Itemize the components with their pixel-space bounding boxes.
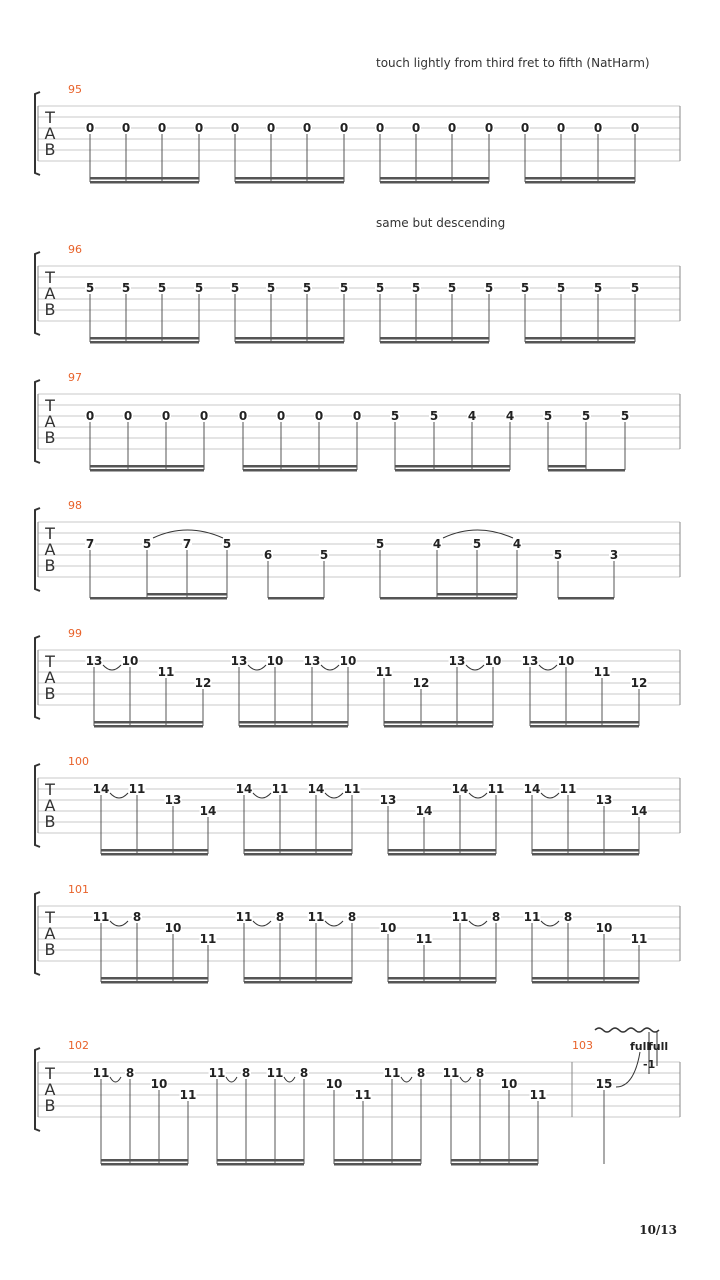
- fret-number[interactable]: 8: [491, 910, 501, 924]
- fret-number[interactable]: 10: [121, 654, 139, 668]
- beam-primary: [243, 469, 357, 472]
- fret-number[interactable]: 13: [521, 654, 539, 668]
- slur-arc: [469, 793, 487, 798]
- beam-primary: [395, 469, 510, 472]
- fret-number[interactable]: 5: [447, 281, 457, 295]
- tab-clef-letter: A: [44, 124, 56, 143]
- fret-number[interactable]: 4: [505, 409, 515, 423]
- fret-number[interactable]: 0: [556, 121, 566, 135]
- fret-number[interactable]: 11: [354, 1088, 372, 1102]
- slur-arc: [469, 921, 487, 926]
- tab-clef-letter: A: [44, 1080, 56, 1099]
- bend-curve: [616, 1052, 640, 1087]
- beam-primary: [334, 1163, 421, 1166]
- fret-number[interactable]: 12: [194, 676, 212, 690]
- tab-clef-letter: T: [45, 1064, 55, 1083]
- measure-number: 99: [68, 627, 82, 640]
- fret-number[interactable]: 11: [383, 1066, 401, 1080]
- slur-arc: [226, 1077, 237, 1082]
- tab-clef-letter: B: [44, 684, 56, 703]
- fret-number[interactable]: 5: [157, 281, 167, 295]
- tab-clef-letter: T: [45, 652, 55, 671]
- tab-system: [35, 499, 680, 600]
- beam-secondary: [525, 177, 635, 180]
- beam-group: [390, 409, 515, 472]
- fret-number[interactable]: 11: [375, 665, 393, 679]
- fret-number[interactable]: 0: [266, 121, 276, 135]
- tab-system: [35, 1028, 680, 1166]
- tab-clef-letter: B: [44, 812, 56, 831]
- beam-secondary: [90, 465, 204, 468]
- text-annotation: touch lightly from third fret to fifth (NatHarm): [376, 56, 650, 70]
- beam-primary: [217, 1163, 304, 1166]
- fret-number[interactable]: 5: [520, 281, 530, 295]
- beam-group: [326, 1066, 427, 1166]
- fret-number[interactable]: 5: [620, 409, 630, 423]
- beam-group: [236, 910, 358, 984]
- slur-arc: [253, 921, 271, 926]
- beam-group: [93, 1066, 197, 1166]
- fret-number[interactable]: 0: [194, 121, 204, 135]
- beam-group: [85, 121, 204, 184]
- beam-group: [85, 409, 209, 472]
- fret-number[interactable]: 5: [581, 409, 591, 423]
- beam-secondary: [532, 849, 639, 852]
- beam-primary: [90, 181, 199, 184]
- fret-number[interactable]: 8: [125, 1066, 135, 1080]
- beam-primary: [548, 469, 625, 472]
- tab-clef-letter: T: [45, 524, 55, 543]
- fret-number[interactable]: 8: [563, 910, 573, 924]
- beam-primary: [380, 181, 489, 184]
- fret-number[interactable]: 0: [630, 121, 640, 135]
- tab-clef-letter: T: [45, 396, 55, 415]
- beam-group: [93, 782, 217, 856]
- fret-number[interactable]: 14: [630, 804, 648, 818]
- fret-number[interactable]: 5: [553, 548, 563, 562]
- beam-group: [376, 654, 502, 728]
- fret-number[interactable]: 8: [299, 1066, 309, 1080]
- fret-number[interactable]: 14: [307, 782, 325, 796]
- tab-clef-letter: T: [45, 780, 55, 799]
- text-annotation: same but descending: [376, 216, 506, 230]
- fret-number[interactable]: 11: [307, 910, 325, 924]
- fret-number[interactable]: 14: [415, 804, 433, 818]
- beam-secondary: [90, 337, 199, 340]
- fret-number[interactable]: 10: [325, 1077, 343, 1091]
- beam-primary: [532, 853, 639, 856]
- beam-secondary: [94, 721, 203, 724]
- tab-clef-letter: B: [44, 300, 56, 319]
- systems-layer: [35, 56, 680, 1166]
- beam-secondary: [548, 465, 586, 468]
- fret-number[interactable]: 5: [593, 281, 603, 295]
- fret-number[interactable]: 5: [484, 281, 494, 295]
- fret-number[interactable]: 11: [630, 932, 648, 946]
- beam-primary: [101, 981, 208, 984]
- vibrato-squiggle: [595, 1028, 659, 1032]
- slur-arc: [539, 665, 557, 670]
- beam-primary: [558, 597, 614, 600]
- fret-number[interactable]: 11: [529, 1088, 547, 1102]
- fret-number[interactable]: 11: [235, 910, 253, 924]
- tab-system: [35, 883, 680, 984]
- fret-number[interactable]: 12: [630, 676, 648, 690]
- beam-group: [520, 121, 640, 184]
- fret-number[interactable]: 11: [271, 782, 289, 796]
- measure-number: 95: [68, 83, 82, 96]
- beam-secondary: [380, 177, 489, 180]
- beam-primary: [525, 181, 635, 184]
- slur-arc: [103, 665, 121, 670]
- page-number: 10/13: [639, 1223, 677, 1237]
- fret-number[interactable]: 8: [132, 910, 142, 924]
- beam-group: [85, 530, 232, 600]
- slur-arc: [110, 921, 128, 926]
- beam-primary: [101, 853, 208, 856]
- fret-number[interactable]: 11: [559, 782, 577, 796]
- fret-number[interactable]: 5: [339, 281, 349, 295]
- fret-number[interactable]: 5: [222, 537, 232, 551]
- beam-secondary: [235, 177, 344, 180]
- beam-secondary: [101, 849, 208, 852]
- fret-number[interactable]: 5: [121, 281, 131, 295]
- fret-number[interactable]: 0: [302, 121, 312, 135]
- fret-number[interactable]: 14: [92, 782, 110, 796]
- beam-primary: [268, 597, 324, 600]
- fret-number[interactable]: 5: [375, 537, 385, 551]
- bend-amount: full: [648, 1040, 669, 1053]
- beam-secondary: [90, 177, 199, 180]
- fret-number[interactable]: 10: [500, 1077, 518, 1091]
- beam-primary: [384, 725, 493, 728]
- fret-number[interactable]: 10: [150, 1077, 168, 1091]
- fret-number[interactable]: 0: [314, 409, 324, 423]
- beam-primary: [90, 341, 199, 344]
- fret-number[interactable]: 10: [379, 921, 397, 935]
- fret-number[interactable]: 14: [451, 782, 469, 796]
- fret-number[interactable]: 11: [451, 910, 469, 924]
- beam-primary: [90, 469, 204, 472]
- fret-number[interactable]: 11: [487, 782, 505, 796]
- beam-secondary: [147, 593, 227, 596]
- slur-arc: [541, 921, 559, 926]
- fret-number[interactable]: 5: [194, 281, 204, 295]
- tab-clef-letter: A: [44, 284, 56, 303]
- beam-primary: [94, 725, 203, 728]
- slur-arc: [460, 1077, 471, 1082]
- fret-number[interactable]: 0: [375, 121, 385, 135]
- beam-secondary: [101, 977, 208, 980]
- bend-amount: full: [630, 1040, 651, 1053]
- tab-clef-letter: T: [45, 108, 55, 127]
- tab-clef-letter: A: [44, 668, 56, 687]
- fret-number[interactable]: 11: [415, 932, 433, 946]
- fret-number[interactable]: 10: [339, 654, 357, 668]
- beam-group: [543, 409, 630, 472]
- beam-group: [231, 654, 357, 728]
- fret-number[interactable]: 13: [379, 793, 397, 807]
- fret-number[interactable]: 5: [230, 281, 240, 295]
- beam-group: [263, 548, 329, 600]
- beam-primary: [380, 597, 517, 600]
- fret-number[interactable]: 5: [85, 281, 95, 295]
- fret-number[interactable]: 12: [412, 676, 430, 690]
- fret-number[interactable]: 0: [123, 409, 133, 423]
- beam-secondary: [388, 849, 496, 852]
- fret-number[interactable]: 11: [199, 932, 217, 946]
- fret-number[interactable]: 0: [339, 121, 349, 135]
- fret-number[interactable]: 5: [266, 281, 276, 295]
- beam-primary: [90, 597, 227, 600]
- fret-number[interactable]: 5: [556, 281, 566, 295]
- tab-clef-letter: A: [44, 924, 56, 943]
- bend-amount: -1: [643, 1058, 656, 1071]
- beam-secondary: [380, 337, 489, 340]
- tab-system: [35, 56, 680, 184]
- measure-number: 100: [68, 755, 89, 768]
- fret-number[interactable]: 13: [303, 654, 321, 668]
- tab-clef-letter: T: [45, 268, 55, 287]
- slur-arc: [541, 793, 559, 798]
- fret-number[interactable]: 10: [557, 654, 575, 668]
- fret-number[interactable]: 8: [275, 910, 285, 924]
- beam-secondary: [395, 465, 510, 468]
- fret-number[interactable]: 5: [411, 281, 421, 295]
- fret-number[interactable]: 7: [85, 537, 95, 551]
- beam-secondary: [525, 337, 635, 340]
- beam-secondary: [384, 721, 493, 724]
- fret-number[interactable]: 13: [230, 654, 248, 668]
- fret-number[interactable]: 0: [85, 409, 95, 423]
- tab-system: [35, 371, 680, 472]
- beam-group: [520, 281, 640, 344]
- beam-secondary: [101, 1159, 188, 1162]
- fret-number[interactable]: 4: [432, 537, 442, 551]
- beam-primary: [388, 981, 496, 984]
- measure-number: 98: [68, 499, 82, 512]
- slur-arc: [466, 665, 484, 670]
- beam-secondary: [243, 465, 357, 468]
- measure-number: 97: [68, 371, 82, 384]
- fret-number[interactable]: 7: [182, 537, 192, 551]
- fret-number[interactable]: 5: [429, 409, 439, 423]
- fret-number[interactable]: 11: [266, 1066, 284, 1080]
- tab-clef-letter: B: [44, 940, 56, 959]
- fret-number[interactable]: 13: [595, 793, 613, 807]
- fret-number[interactable]: 10: [595, 921, 613, 935]
- beam-group: [230, 121, 349, 184]
- beam-group: [230, 281, 349, 344]
- beam-primary: [451, 1163, 538, 1166]
- tab-clef-letter: B: [44, 140, 56, 159]
- beam-secondary: [388, 977, 496, 980]
- beam-group: [375, 530, 522, 600]
- beam-group: [595, 1028, 668, 1164]
- fret-number[interactable]: 0: [85, 121, 95, 135]
- beam-secondary: [244, 977, 352, 980]
- beam-primary: [388, 853, 496, 856]
- fret-number[interactable]: 5: [630, 281, 640, 295]
- fret-number[interactable]: 0: [447, 121, 457, 135]
- beam-primary: [244, 981, 352, 984]
- beam-group: [522, 654, 648, 728]
- fret-number[interactable]: 5: [302, 281, 312, 295]
- tab-clef-letter: B: [44, 1096, 56, 1115]
- tab-system: [35, 216, 680, 344]
- fret-number[interactable]: 8: [241, 1066, 251, 1080]
- beam-group: [375, 121, 494, 184]
- measure-number: 96: [68, 243, 82, 256]
- beam-group: [553, 548, 619, 600]
- slur-arc: [321, 665, 339, 670]
- fret-number[interactable]: 5: [390, 409, 400, 423]
- tab-system: [35, 627, 680, 728]
- beam-group: [85, 281, 204, 344]
- beam-secondary: [530, 721, 639, 724]
- beam-primary: [239, 725, 348, 728]
- fret-number[interactable]: 11: [92, 910, 110, 924]
- fret-number[interactable]: 0: [121, 121, 131, 135]
- beam-secondary: [244, 849, 352, 852]
- beam-primary: [235, 341, 344, 344]
- slur-arc: [110, 793, 128, 798]
- beam-primary: [530, 725, 639, 728]
- fret-number[interactable]: 5: [375, 281, 385, 295]
- fret-number[interactable]: 13: [85, 654, 103, 668]
- fret-number[interactable]: 0: [238, 409, 248, 423]
- beam-group: [93, 910, 217, 984]
- fret-number[interactable]: 0: [230, 121, 240, 135]
- tab-clef-letter: B: [44, 556, 56, 575]
- slur-arc: [325, 921, 343, 926]
- fret-number[interactable]: 0: [593, 121, 603, 135]
- fret-number[interactable]: 8: [347, 910, 357, 924]
- tab-clef-letter: T: [45, 908, 55, 927]
- tab-clef-letter: B: [44, 428, 56, 447]
- beam-secondary: [532, 977, 639, 980]
- fret-number[interactable]: 14: [523, 782, 541, 796]
- fret-number[interactable]: 8: [475, 1066, 485, 1080]
- fret-number[interactable]: 0: [411, 121, 421, 135]
- fret-number[interactable]: 10: [484, 654, 502, 668]
- beam-primary: [525, 341, 635, 344]
- fret-number[interactable]: 11: [442, 1066, 460, 1080]
- tab-system: [35, 755, 680, 856]
- fret-number[interactable]: 10: [266, 654, 284, 668]
- slur-arc: [284, 1077, 295, 1082]
- fret-number[interactable]: 13: [448, 654, 466, 668]
- beam-group: [375, 281, 494, 344]
- beam-group: [443, 1066, 547, 1166]
- beam-primary: [235, 181, 344, 184]
- fret-number[interactable]: 5: [472, 537, 482, 551]
- slur-arc: [253, 793, 271, 798]
- beam-group: [380, 910, 502, 984]
- fret-number[interactable]: 14: [235, 782, 253, 796]
- fret-number[interactable]: 11: [179, 1088, 197, 1102]
- fret-number[interactable]: 0: [520, 121, 530, 135]
- slur-arc: [325, 793, 343, 798]
- fret-number[interactable]: 11: [92, 1066, 110, 1080]
- fret-number[interactable]: 8: [416, 1066, 426, 1080]
- fret-number[interactable]: 4: [512, 537, 522, 551]
- tab-clef-letter: A: [44, 796, 56, 815]
- fret-number[interactable]: 3: [609, 548, 619, 562]
- slur-arc: [248, 665, 266, 670]
- beam-group: [524, 782, 648, 856]
- beam-primary: [532, 981, 639, 984]
- fret-number[interactable]: 5: [543, 409, 553, 423]
- beam-secondary: [239, 721, 348, 724]
- measure-number: 102: [68, 1039, 89, 1052]
- fret-number[interactable]: 0: [352, 409, 362, 423]
- fret-number[interactable]: 10: [164, 921, 182, 935]
- fret-number[interactable]: 15: [595, 1077, 613, 1091]
- beam-group: [524, 910, 648, 984]
- fret-number[interactable]: 11: [157, 665, 175, 679]
- fret-number[interactable]: 11: [523, 910, 541, 924]
- fret-number[interactable]: 0: [199, 409, 209, 423]
- fret-number[interactable]: 14: [199, 804, 217, 818]
- measure-number: 101: [68, 883, 89, 896]
- fret-number[interactable]: 0: [484, 121, 494, 135]
- fret-number[interactable]: 0: [161, 409, 171, 423]
- beam-secondary: [437, 593, 517, 596]
- fret-number[interactable]: 5: [142, 537, 152, 551]
- beam-group: [86, 654, 212, 728]
- tab-clef-letter: A: [44, 540, 56, 559]
- beam-group: [236, 782, 361, 856]
- beam-group: [209, 1066, 310, 1166]
- fret-number[interactable]: 0: [157, 121, 167, 135]
- fret-number[interactable]: 6: [263, 548, 273, 562]
- slur-arc: [110, 1077, 121, 1082]
- tab-clef-letter: A: [44, 412, 56, 431]
- beam-primary: [101, 1163, 188, 1166]
- beam-primary: [380, 341, 489, 344]
- fret-number[interactable]: 13: [164, 793, 182, 807]
- fret-number[interactable]: 11: [208, 1066, 226, 1080]
- fret-number[interactable]: 4: [467, 409, 477, 423]
- beam-group: [238, 409, 362, 472]
- beam-group: [380, 782, 505, 856]
- measure-number: 103: [572, 1039, 593, 1052]
- beam-secondary: [334, 1159, 421, 1162]
- fret-number[interactable]: 0: [276, 409, 286, 423]
- slur-arc: [401, 1077, 412, 1082]
- beam-primary: [244, 853, 352, 856]
- fret-number[interactable]: 11: [128, 782, 146, 796]
- beam-secondary: [235, 337, 344, 340]
- fret-number[interactable]: 11: [343, 782, 361, 796]
- fret-number[interactable]: 11: [593, 665, 611, 679]
- beam-secondary: [217, 1159, 304, 1162]
- fret-number[interactable]: 5: [319, 548, 329, 562]
- beam-secondary: [451, 1159, 538, 1162]
